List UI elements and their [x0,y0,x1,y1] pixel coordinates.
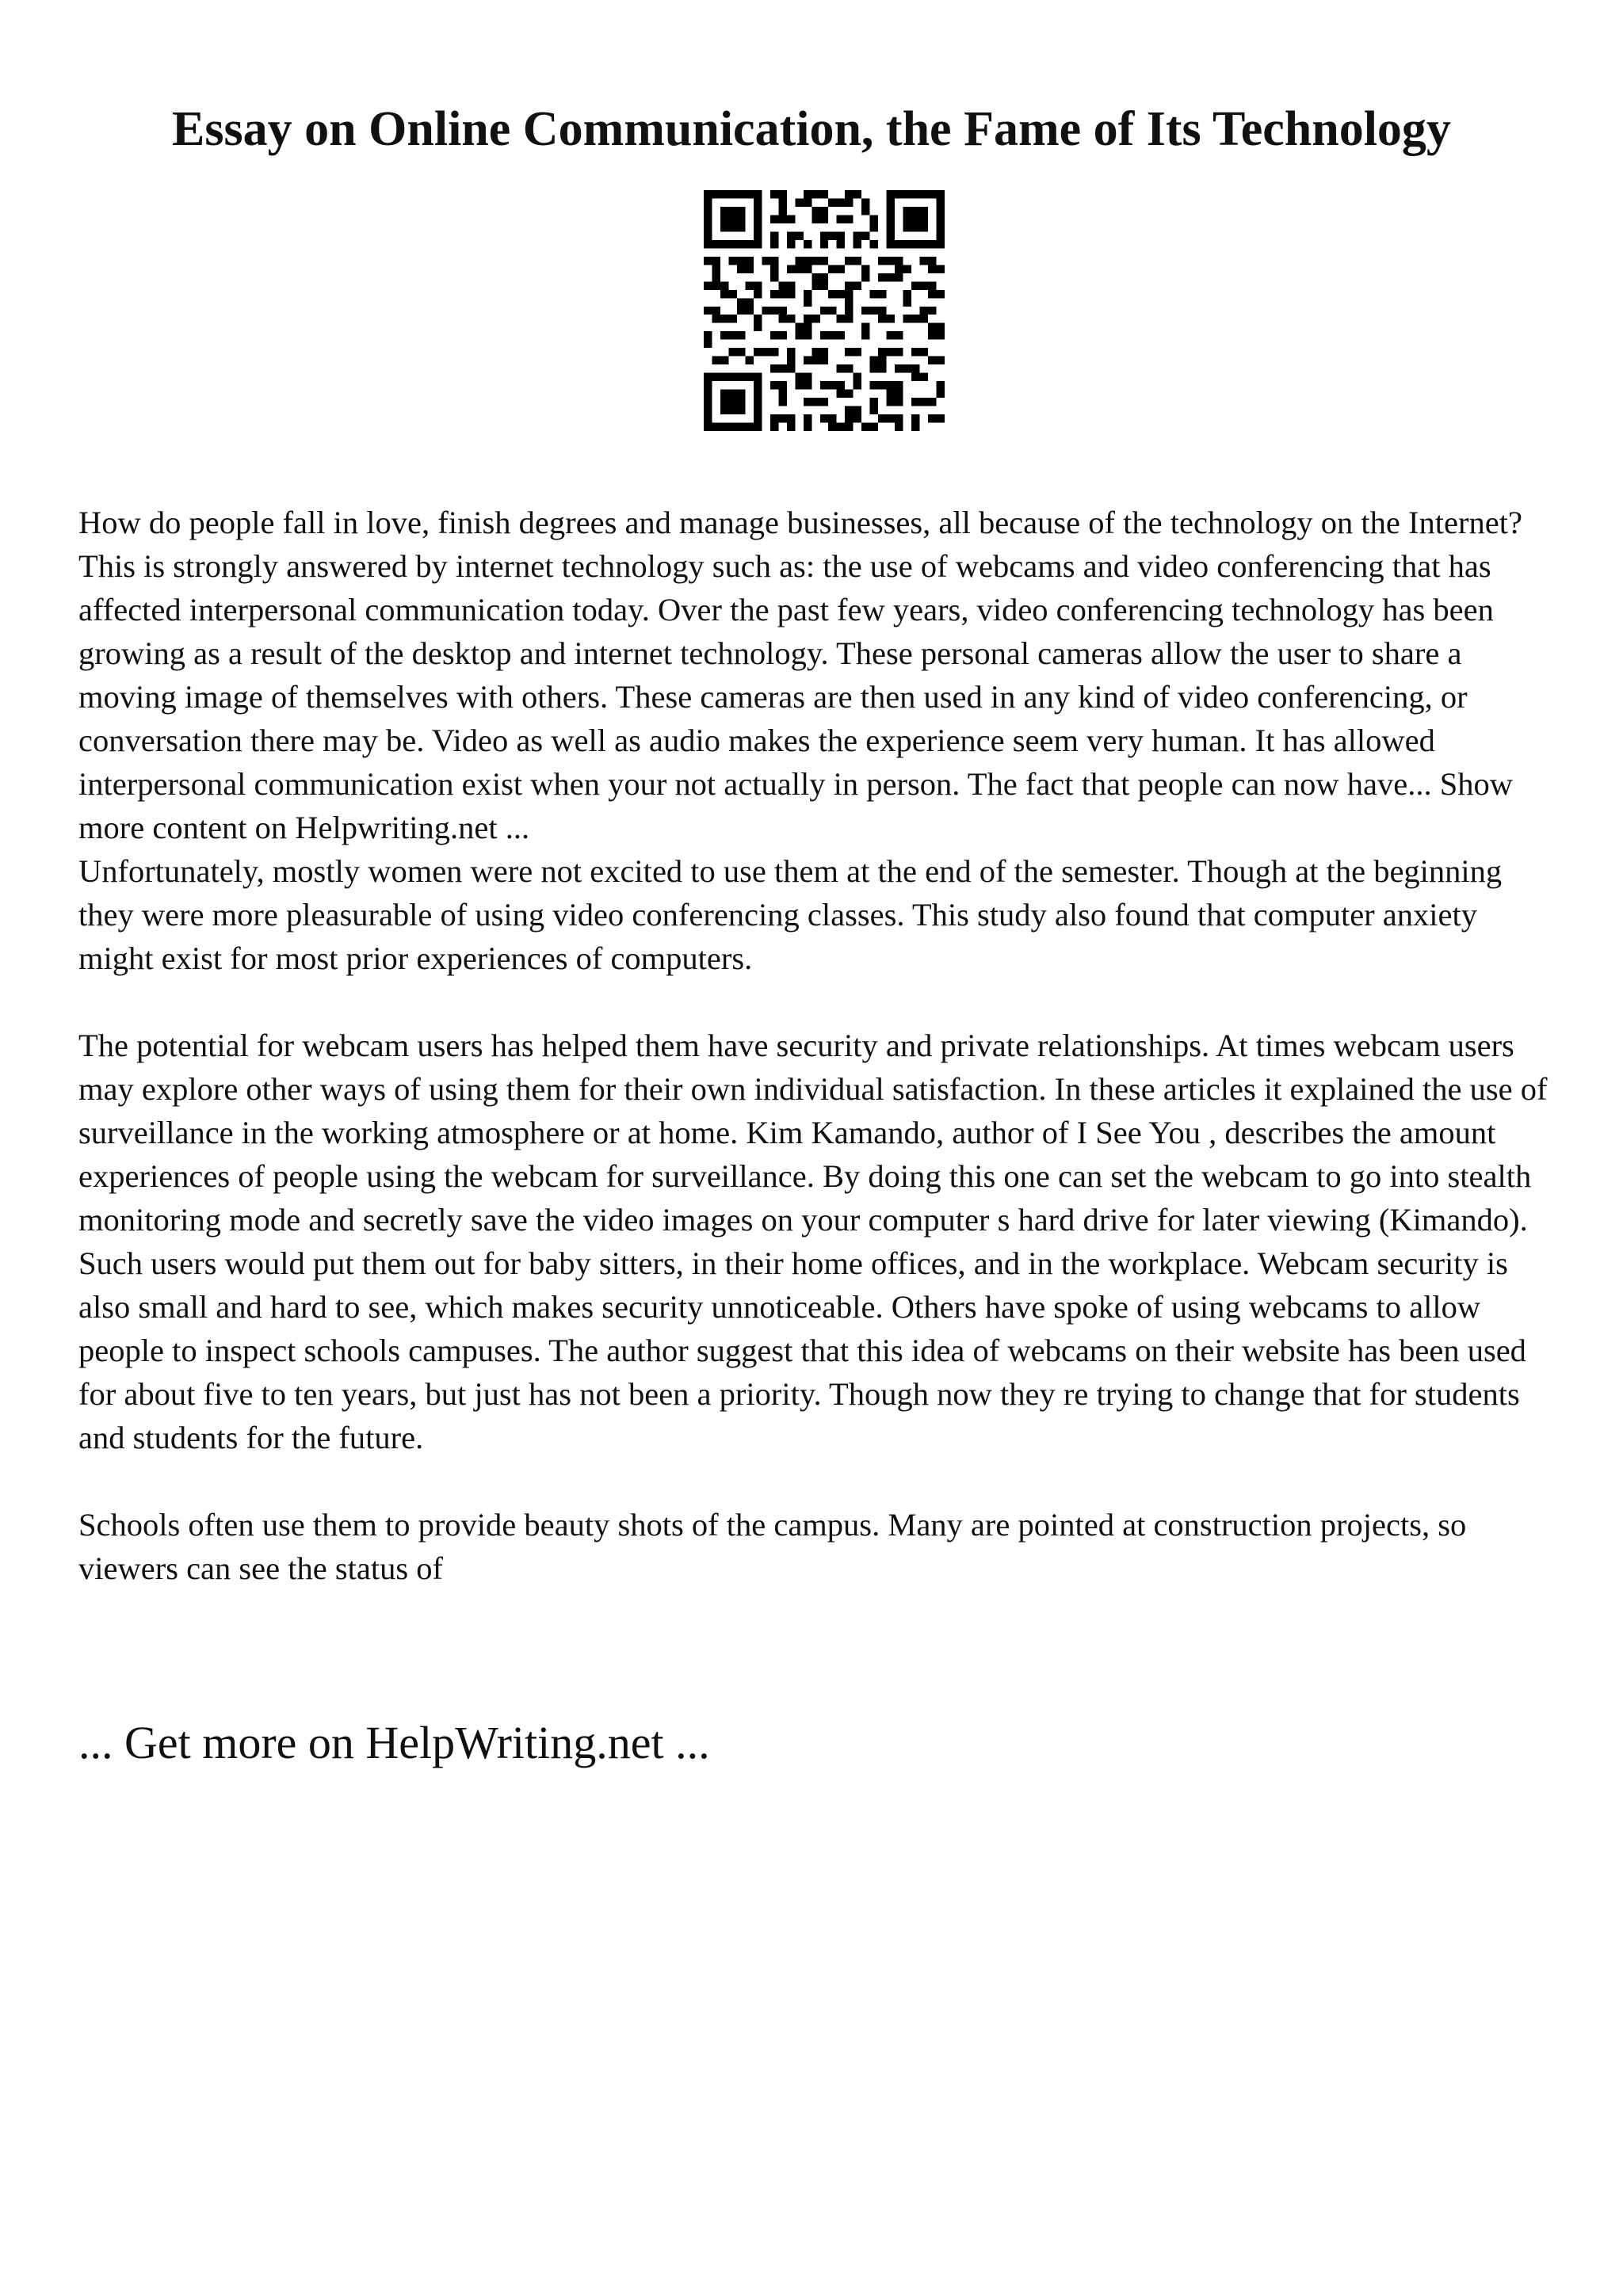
get-more-link[interactable]: ... Get more on HelpWriting.net ... [78,1717,710,1768]
essay-paragraph: How do people fall in love, finish degrees and manage businesses, all because of the technology on the Internet? This is strongly answered by internet technology such as: the use of webcams and video conferencing that has affected interpersonal communication today. Over the past few years, video conferencing technology has been growing as a result of the desktop and internet technology. These personal cameras allow the user to share a moving image of themselves with others. These cameras are then used in any kind of video conferencing, or conversation there may be. Video as well as audio makes the experience seem very human. It has allowed interpersonal communication exist when your not actually in person. The fact that people can now have... Show more content on Helpwriting.net ... [78,505,1522,845]
paragraph-spacer [78,980,1552,1024]
essay-paragraph: The potential for webcam users has helped them have security and private relationships. At times webcam users may explore other ways of using them for their own individual satisfaction. In these articles it explained the use of surveillance in the working atmosphere or at home. Kim Kamando, author of I See You , describes the amount experiences of people using the webcam for surveillance. By doing this one can set the webcam to go into stealth monitoring mode and secretly save the video images on your computer s hard drive for later viewing (Kimando). Such users would put them out for baby sitters, in their home offices, and in the workplace. Webcam security is also small and hard to see, which makes security unnoticeable. Others have spoke of using webcams to allow people to inspect schools campuses. The author suggest that this idea of webcams on their website has been used for about five to ten years, but just has not been a priority. Though now they re trying to change that for students and students for the future. [78,1028,1548,1455]
essay-body [78,501,1552,1590]
essay-paragraph: Schools often use them to provide beauty shots of the campus. Many are pointed at construction projects, so viewers can see the status of [78,1507,1467,1586]
document-title: Essay on Online Communication, the Fame of Its Technology [172,102,1451,156]
qr-code-icon [704,190,945,431]
paragraph-spacer [78,1459,1552,1503]
essay-paragraph: Unfortunately, mostly women were not excited to use them at the end of the semester. Though at the beginning they were more pleasurable of using video conferencing classes. This study also found that computer anxiety might exist for most prior experiences of computers. [78,853,1503,976]
